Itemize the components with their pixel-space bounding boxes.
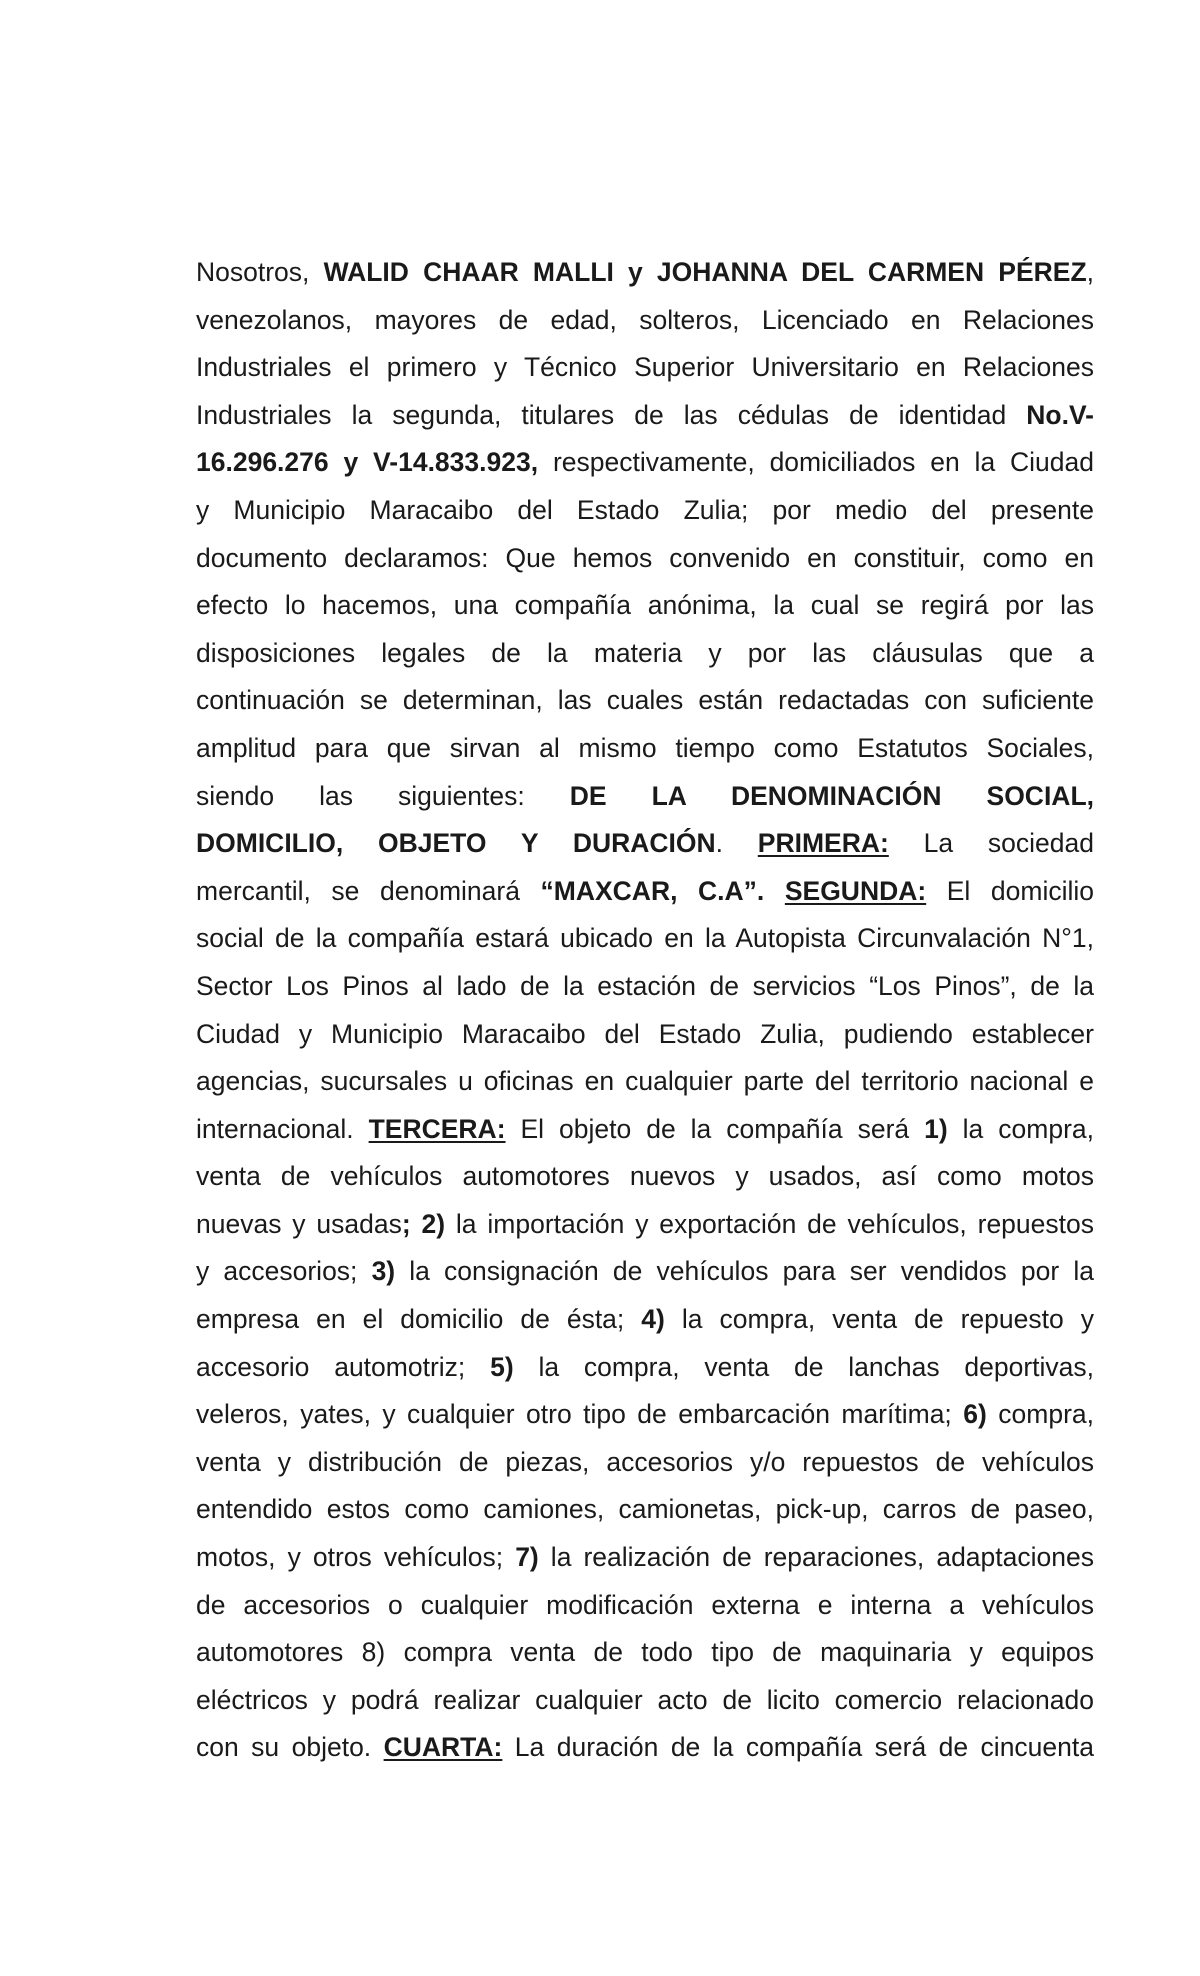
- text-line: [196, 773, 1094, 821]
- text-line: [196, 963, 1094, 1011]
- text-run: entendido estos como camiones, camionetas, pick-up, carros de paseo,: [196, 1494, 1094, 1525]
- text-line: [196, 1058, 1094, 1106]
- text-run: Industriales la segunda, titulares de las cédulas de identidad: [196, 399, 1027, 430]
- text-run: empresa en el domicilio de ésta;: [196, 1304, 642, 1335]
- text-line: [196, 725, 1094, 773]
- text-run: nuevas y usadas: [196, 1208, 402, 1239]
- text-line: [196, 868, 1094, 916]
- text-line: [196, 1344, 1094, 1392]
- text-run: respectivamente, domiciliados en la Ciudad: [538, 447, 1095, 478]
- text-run: Industriales el primero y Técnico Superior Universitario en Relaciones: [196, 352, 1094, 383]
- text-run: con su objeto.: [196, 1732, 384, 1763]
- bold-text: 6): [963, 1399, 987, 1430]
- text-run: venta y distribución de piezas, accesorios y/o repuestos de vehículos: [196, 1446, 1094, 1477]
- text-run: La duración de la compañía será de cincuenta: [502, 1732, 1094, 1763]
- text-run: venezolanos, mayores de edad, solteros, Licenciado en Relaciones: [196, 304, 1094, 335]
- clause-heading: CUARTA:: [383, 1732, 503, 1763]
- text-run: de accesorios o cualquier modificación externa e interna a vehículos: [196, 1589, 1094, 1620]
- text-line: [196, 1248, 1094, 1296]
- text-line: [196, 1391, 1094, 1439]
- text-run: la realización de reparaciones, adaptaciones: [538, 1542, 1094, 1573]
- bold-text: 16.296.276 y V-14.833.923,: [196, 447, 539, 478]
- text-run: la compra,: [947, 1113, 1094, 1144]
- text-run: la compra, venta de repuesto y: [664, 1304, 1094, 1335]
- text-line: [196, 1629, 1094, 1677]
- text-line: [196, 1439, 1094, 1487]
- text-line: [196, 1106, 1094, 1154]
- text-line: [196, 1534, 1094, 1582]
- text-line: [196, 297, 1094, 345]
- text-run: automotores 8) compra venta de todo tipo de maquinaria y equipos: [196, 1637, 1094, 1668]
- text-line: [196, 1677, 1094, 1725]
- text-line: [196, 820, 1094, 868]
- text-line: [196, 1486, 1094, 1534]
- text-run: y Municipio Maracaibo del Estado Zulia; por medio del presente: [196, 494, 1094, 525]
- text-run: la consignación de vehículos para ser vendidos por la: [395, 1256, 1094, 1287]
- text-run: El domicilio: [926, 875, 1094, 906]
- text-run: eléctricos y podrá realizar cualquier acto de licito comercio relacionado: [196, 1684, 1094, 1715]
- text-run: internacional.: [196, 1113, 369, 1144]
- text-run: motos, y otros vehículos;: [196, 1542, 516, 1573]
- text-line: [196, 1201, 1094, 1249]
- text-run: Sector Los Pinos al lado de la estación de servicios “Los Pinos”, de la: [196, 970, 1094, 1001]
- text-line: [196, 535, 1094, 583]
- text-run: compra,: [986, 1399, 1094, 1430]
- bold-text: 5): [490, 1351, 514, 1382]
- text-run: social de la compañía estará ubicado en la Autopista Circunvalación N°1,: [196, 923, 1094, 954]
- text-line: [196, 1153, 1094, 1201]
- text-run: El objeto de la compañía será: [505, 1113, 925, 1144]
- text-run: Ciudad y Municipio Maracaibo del Estado Zulia, pudiendo establecer: [196, 1018, 1094, 1049]
- text-line: [196, 392, 1094, 440]
- text-line: [196, 1011, 1094, 1059]
- text-run: Nosotros,: [196, 257, 324, 287]
- text-run: accesorio automotriz;: [196, 1351, 491, 1382]
- text-run: y accesorios;: [196, 1256, 372, 1287]
- text-line: [196, 915, 1094, 963]
- document-body-text: [196, 249, 1094, 1772]
- text-line: [196, 439, 1094, 487]
- text-run: continuación se determinan, las cuales están redactadas con suficiente: [196, 685, 1094, 716]
- bold-text: No.V-: [1026, 399, 1094, 430]
- text-run: ,: [1086, 257, 1095, 287]
- text-line: [196, 1724, 1094, 1772]
- bold-text: 4): [641, 1304, 665, 1335]
- text-run: La sociedad: [888, 828, 1094, 859]
- text-run: siendo las siguientes:: [196, 780, 570, 811]
- text-line: [196, 344, 1094, 392]
- text-run: veleros, yates, y cualquier otro tipo de embarcación marítima;: [196, 1399, 964, 1430]
- text-line: [196, 249, 1094, 297]
- bold-text: 1): [924, 1113, 948, 1144]
- text-run: amplitud para que sirvan al mismo tiempo como Estatutos Sociales,: [196, 732, 1094, 763]
- text-run: disposiciones legales de la materia y por las cláusulas que a: [196, 637, 1094, 668]
- text-line: [196, 630, 1094, 678]
- bold-text: “MAXCAR, C.A”.: [540, 875, 785, 906]
- text-line: [196, 487, 1094, 535]
- text-run: venta de vehículos automotores nuevos y usados, así como motos: [196, 1161, 1094, 1192]
- bold-text: DOMICILIO, OBJETO Y DURACIÓN: [196, 828, 716, 859]
- text-run: la compra, venta de lanchas deportivas,: [513, 1351, 1095, 1382]
- text-run: agencias, sucursales u oficinas en cualquier parte del territorio nacional e: [196, 1066, 1094, 1097]
- text-line: [196, 582, 1094, 630]
- bold-text: 7): [515, 1542, 539, 1573]
- text-run: efecto lo hacemos, una compañía anónima, la cual se regirá por las: [196, 590, 1094, 621]
- text-run: .: [715, 828, 758, 859]
- text-line: [196, 677, 1094, 725]
- text-run: la importación y exportación de vehículos, repuestos: [445, 1208, 1094, 1239]
- text-run: documento declaramos: Que hemos convenido en constituir, como en: [196, 542, 1094, 573]
- clause-heading: TERCERA:: [368, 1113, 506, 1144]
- bold-text: WALID CHAAR MALLI y JOHANNA DEL CARMEN PÉREZ: [323, 257, 1087, 287]
- bold-text: DE LA DENOMINACIÓN SOCIAL,: [569, 780, 1094, 811]
- clause-heading: PRIMERA:: [757, 828, 889, 859]
- text-line: [196, 1296, 1094, 1344]
- text-line: [196, 1582, 1094, 1630]
- clause-heading: SEGUNDA:: [784, 875, 927, 906]
- bold-text: ; 2): [401, 1208, 446, 1239]
- bold-text: 3): [371, 1256, 396, 1287]
- text-run: mercantil, se denominará: [196, 875, 541, 906]
